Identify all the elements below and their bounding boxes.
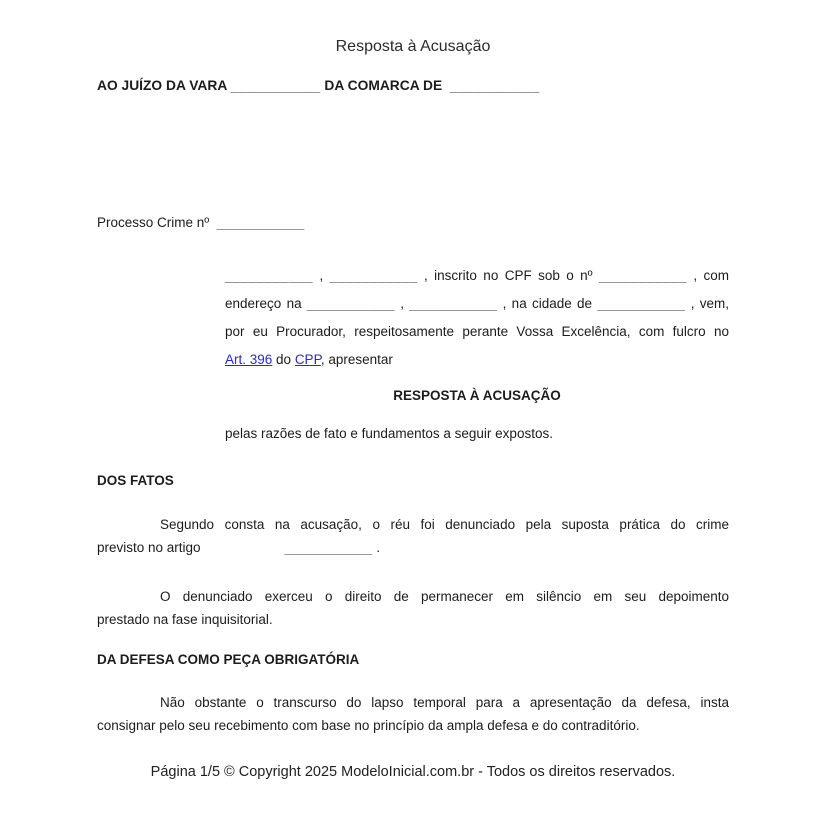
defense-line-1 [97, 691, 729, 714]
response-heading: RESPOSTA À ACUSAÇÃO [393, 388, 561, 403]
text-segment: previsto no artigo [97, 540, 201, 555]
blank-field[interactable]: ___________ [449, 78, 540, 93]
text-segment: , [394, 296, 410, 311]
reasons-line: pelas razões de fato e fundamentos a seguir expostos. [225, 426, 553, 441]
section-heading-da-defesa: DA DEFESA COMO PEÇA OBRIGATÓRIA [97, 652, 360, 667]
facts-line-2 [97, 536, 729, 559]
blank-field[interactable]: ___________ [230, 78, 321, 93]
text-segment: , apresentar [320, 352, 393, 367]
facts-paragraph [97, 513, 729, 559]
silence-paragraph [97, 585, 729, 631]
document-title: Resposta à Acusação [335, 38, 491, 55]
blank-field[interactable]: ___________ [225, 268, 314, 283]
text-segment: , inscrito no CPF sob o nº [417, 268, 599, 283]
qualification-line-3 [225, 318, 729, 346]
document-page [97, 36, 729, 782]
blank-field[interactable]: ___________ [597, 296, 686, 311]
defense-paragraph [97, 691, 729, 737]
text-segment: DA COMARCA DE [320, 78, 450, 93]
blank-field[interactable]: ___________ [216, 215, 305, 230]
qualification-line-1 [225, 262, 729, 290]
qualification-line-2 [225, 290, 729, 318]
process-number-line [97, 213, 729, 233]
blank-field[interactable]: ___________ [306, 296, 395, 311]
blank-field[interactable]: ___________ [409, 296, 498, 311]
qualification-paragraph [225, 262, 729, 374]
section-heading-dos-fatos: DOS FATOS [97, 473, 174, 488]
text-segment: endereço na [225, 296, 307, 311]
silence-line-1 [97, 585, 729, 608]
facts-line-1 [97, 513, 729, 536]
blank-field[interactable]: ___________ [284, 540, 373, 555]
text-segment: Processo Crime nº [97, 215, 217, 230]
text-segment: do [272, 352, 295, 367]
law-reference-link[interactable]: CPP [294, 352, 321, 367]
text-segment: consignar pelo seu recebimento com base no princípio da ampla defesa e do contraditório. [97, 718, 640, 733]
text-segment: . [372, 540, 381, 555]
law-reference-link[interactable]: Art. 396 [225, 352, 273, 367]
text-segment: Não obstante o transcurso do lapso temporal para a apresentação da defesa, insta [160, 695, 729, 710]
text-segment: prestado na fase inquisitorial. [97, 612, 273, 627]
text-segment: O denunciado exerceu o direito de permanecer em silêncio em seu depoimento [160, 589, 729, 604]
defense-line-2 [97, 714, 729, 737]
qualification-line-4 [225, 346, 729, 374]
text-segment: , [313, 268, 330, 283]
page-footer: Página 1/5 © Copyright 2025 ModeloInicial.com.br - Todos os direitos reservados. [150, 764, 676, 780]
silence-line-2 [97, 608, 729, 631]
text-segment: por eu Procurador, respeitosamente perante Vossa Excelência, com fulcro no [225, 324, 729, 339]
text-segment: Segundo consta na acusação, o réu foi denunciado pela suposta prática do crime [160, 517, 729, 532]
text-segment: , na cidade de [497, 296, 598, 311]
text-segment: AO JUÍZO DA VARA [97, 78, 231, 93]
text-segment: , vem, [685, 296, 729, 311]
blank-field[interactable]: ___________ [598, 268, 687, 283]
addressee-line [97, 78, 729, 94]
blank-field[interactable]: ___________ [329, 268, 418, 283]
text-segment: , com [687, 268, 729, 283]
